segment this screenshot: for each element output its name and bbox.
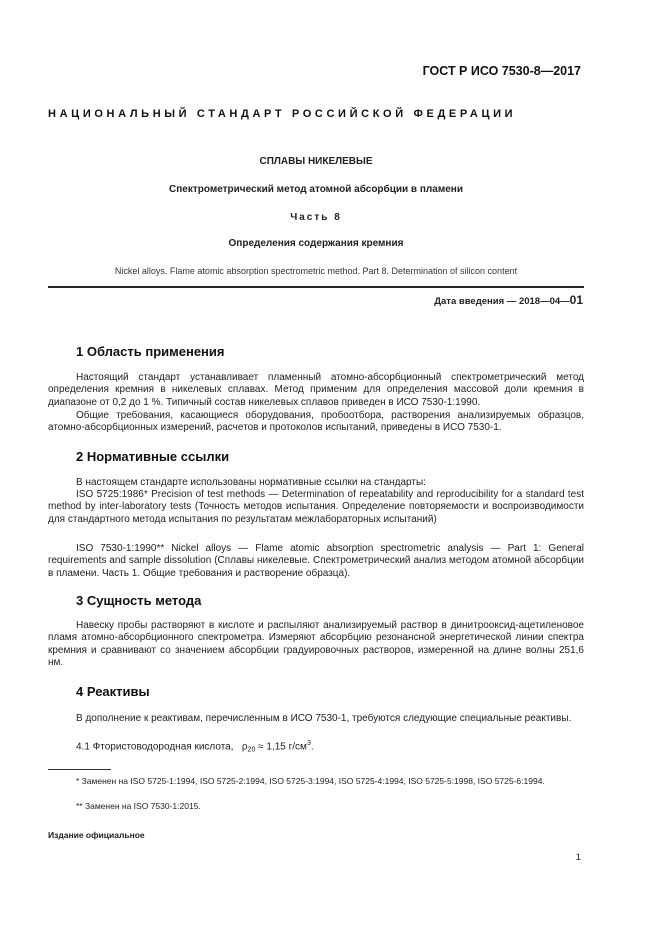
- title-method: Спектрометрический метод атомной абсорбции в пламени: [169, 184, 463, 195]
- section-1-heading: 1 Область применения: [76, 344, 225, 359]
- page-number: 1: [575, 852, 581, 863]
- section-1-paragraph-1: Настоящий стандарт устанавливает пламенный атомно-абсорбционный спектрометрический метод определения кремния в никелевых сплавах. Метод применим для определения массовой доли кремния в диапазоне от 0,2 до 1 %. Типичный состав никелевых сплавов приведен в ИСО 7530-1:1990.: [48, 372, 584, 408]
- section-2-paragraph-3: ISO 7530-1:1990** Nickel alloys — Flame atomic absorption spectrometric analysis — Part 1: General requirements and sample dissolution (Сплавы никелевые. Спектрометрический анализ методом атомной абсорбции в пламени. Часть 1. Общие требования и растворение образца).: [48, 543, 584, 579]
- density-symbol: ρ: [241, 741, 248, 753]
- unit-superscript: 3: [306, 740, 311, 747]
- introduction-date-day: 01: [569, 293, 583, 307]
- introduction-date: [434, 293, 583, 307]
- title-main: СПЛАВЫ НИКЕЛЕВЫЕ: [259, 156, 373, 167]
- section-2-paragraph-1: В настоящем стандарте использованы нормативные ссылки на стандарты:: [76, 477, 426, 488]
- section-4-item-4-1: [48, 738, 584, 757]
- introduction-date-label: Дата введения —: [434, 296, 517, 307]
- title-english: Nickel alloys. Flame atomic absorption spectrometric method. Part 8. Determination of silicon content: [114, 266, 518, 276]
- section-3-heading: 3 Сущность метода: [76, 593, 202, 608]
- footnote-divider: [48, 769, 111, 770]
- section-2-paragraph-2: ISO 5725:1986* Precision of test methods — Determination of repeatability and reproducibility for a standard test method by inter-laboratory tests (Точность методов испытания. Определение повторяемости и воспроизводимости для стандартного метода испытания по результатам межлабораторных испытаний): [48, 489, 584, 525]
- item-4-1-end: .: [310, 741, 314, 753]
- section-2-heading: 2 Нормативные ссылки: [76, 449, 230, 464]
- item-4-1-text: 4.1 Фтористоводородная кислота,: [76, 741, 234, 753]
- section-4-paragraph-1: В дополнение к реактивам, перечисленным в ИСО 7530-1, требуются следующие специальные реактивы.: [76, 713, 572, 724]
- section-3-paragraph-1: Навеску пробы растворяют в кислоте и распыляют анализируемый раствор в динитрооксид-ацетиленовое пламя атомно-абсорбционного спектрометра. Измеряют абсорбцию резонансной энергетической линии спектра кремния и сравнивают со значением абсорбции градуировочных растворов, измеренной на длине волны 251,6 нм.: [48, 620, 584, 669]
- edition-label: Издание официальное: [48, 830, 145, 840]
- section-1-paragraph-2: Общие требования, касающиеся оборудования, пробоотбора, растворения анализируемых образцов, атомно-абсорбционных измерений, расчетов и протоколов испытаний, приведены в ИСО 7530-1.: [48, 410, 584, 434]
- footnote-2: ** Заменен на ISO 7530-1:2015.: [76, 801, 201, 811]
- section-4-heading: 4 Реактивы: [76, 684, 150, 699]
- introduction-date-value: 2018—04—: [518, 296, 570, 307]
- gost-number: ГОСТ Р ИСО 7530-8—2017: [422, 64, 581, 78]
- density-value: ≈ 1,15 г/см: [258, 741, 307, 753]
- density-subscript: 20: [247, 746, 256, 754]
- footnote-1: * Заменен на ISO 5725-1:1994, ISO 5725-2:1994, ISO 5725-3:1994, ISO 5725-4:1994, ISO 5725-5:1998, ISO 5725-6:1994.: [76, 776, 545, 786]
- title-subject: Определения содержания кремния: [228, 238, 404, 249]
- title-part: Часть 8: [290, 212, 342, 223]
- national-standard-banner: НАЦИОНАЛЬНЫЙ СТАНДАРТ РОССИЙСКОЙ ФЕДЕРАЦИИ: [48, 108, 517, 120]
- title-divider: [48, 286, 584, 288]
